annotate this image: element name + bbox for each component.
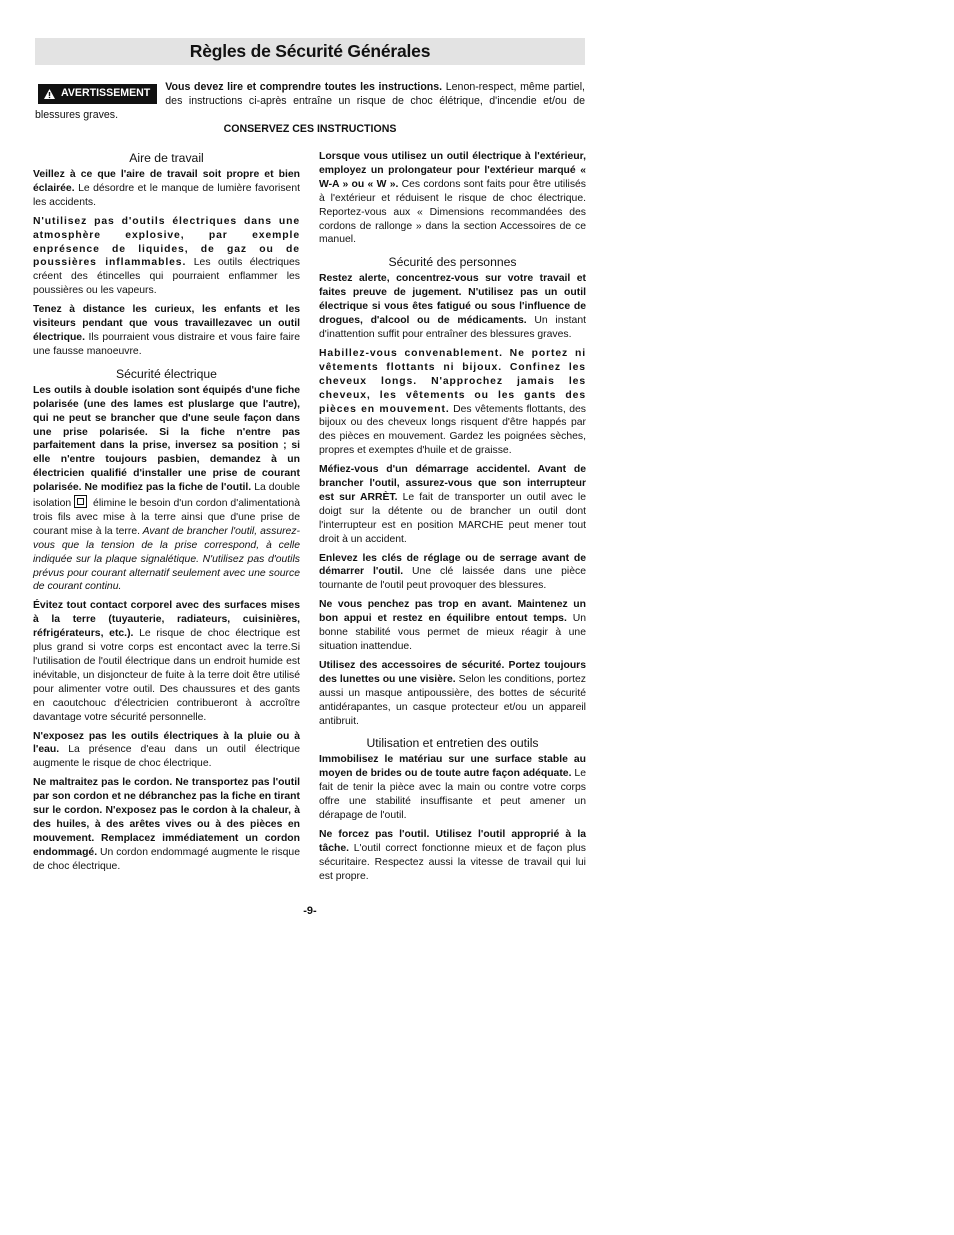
paragraph bbox=[319, 272, 586, 342]
conserve-instructions: CONSERVEZ CES INSTRUCTIONS bbox=[223, 123, 397, 135]
warning-lead: Vous devez lire et comprendre toutes les instructions. bbox=[165, 81, 443, 93]
paragraph-body: Un cordon endommagé augmente le risque de choc électrique. bbox=[33, 846, 300, 872]
paragraph bbox=[319, 463, 586, 546]
paragraph bbox=[319, 753, 586, 823]
paragraph-body: Un bonne stabilité vous permet de mieux réagir à une situation inattendue. bbox=[319, 613, 587, 652]
paragraph-lead: Ne vous penchez pas trop en avant. Maintenez un bon appui et restez en équilibre entout temps. bbox=[319, 599, 586, 625]
paragraph-body: Le risque de choc électrique est plus grand si votre corps est encontact avec la terre.Si l'utilisation de l'outil électrique dans un endroit humide est inévitable, un disjoncteur de fuite à la terre doit être utilisé pour alimenter votre outil. Des chaussures et des gants en caoutchouc d'électricien contribueront à accroître davantage votre sécurité personnelle. bbox=[33, 628, 300, 723]
title-bar bbox=[35, 38, 585, 65]
paragraph bbox=[319, 598, 586, 654]
heading-securite-des-personnes: Sécurité des personnes bbox=[388, 255, 517, 270]
warning-triangle-icon bbox=[44, 89, 55, 99]
paragraph bbox=[319, 659, 586, 729]
paragraph bbox=[319, 150, 586, 247]
double-insulation-icon bbox=[74, 495, 87, 508]
paragraph-lead: Veillez à ce que l'aire de travail soit propre et bien éclairée. bbox=[33, 169, 300, 194]
paragraph-lead: Utilisez des accessoires de sécurité. Portez toujours des lunettes ou une visière. bbox=[319, 659, 586, 685]
paragraph-body: La double isolation bbox=[33, 482, 301, 510]
paragraph-body: Ces cordons sont faits pour être utilisés à l'extérieur et réduisent le risque de choc électrique. Reportez-vous aux « Dimensions recommandées des cordons de rallonge » dans la section Accessoires de ce manuel. bbox=[319, 178, 586, 246]
paragraph-lead: N'utilisez pas d'outils électriques dans une atmosphère explosive, par exemple enprésence de liquides, de gaz ou de poussières inflammables. bbox=[33, 215, 300, 269]
paragraph-body: Ils pourraient vous distraire et vous faire faire une fausse manoeuvre. bbox=[33, 331, 300, 357]
paragraph-lead: Lorsque vous utilisez un outil électrique à l'extérieur, employez un prolongateur pour l'extérieur marqué « W-A » ou « W ». bbox=[319, 151, 586, 190]
paragraph-body: Le fait de tenir la pièce avec la main ou contre votre corps offre une stabilité insuffisante et peut amener un dérapage de l'outil. bbox=[319, 768, 586, 822]
paragraph bbox=[33, 384, 300, 595]
warning-badge bbox=[38, 84, 157, 104]
paragraph bbox=[33, 730, 300, 772]
warning-label: AVERTISSEMENT bbox=[61, 87, 151, 99]
paragraph-lead: Méfiez-vous d'un démarrage accidentel. Avant de brancher l'outil, assurez-vous que son interrupteur est sur ARRÈT. bbox=[319, 464, 586, 503]
paragraph-body: Des vêtements flottants, des bijoux ou des cheveux longs risquent d'être happés par des pièces en mouvement. Gardez les poignées sèches, propres et exemptes d'huile et de graisse. bbox=[319, 403, 586, 457]
paragraph-lead: Immobilisez le matériau sur une surface stable au moyen de brides ou de toute autre façon adéquate. bbox=[319, 754, 586, 780]
paragraph bbox=[319, 828, 586, 884]
paragraph bbox=[33, 168, 300, 210]
paragraph-body: Selon les conditions, portez aussi un masque antipoussière, des bottes de sécurité antidérapantes, un casque protecteur et/ou un appareil antibruit. bbox=[319, 673, 586, 727]
paragraph-lead: Habillez-vous convenablement. Ne portez ni vêtements flottants ni bijoux. Confinez les cheveux longs. N'approchez jamais les cheveux, les vêtements ou les gants des pièces en mouvement. bbox=[319, 347, 586, 415]
paragraph bbox=[33, 599, 300, 724]
paragraph bbox=[319, 552, 586, 594]
paragraph bbox=[33, 303, 300, 359]
paragraph-italic: Avant de brancher l'outil, assurez-vous que la tension de la prise correspond, à celle indiquée sur la plaque signalétique. N'utilisez pas d'outils prévus pour courant alternatif seulement avec une source de courant continu. bbox=[33, 525, 300, 593]
paragraph bbox=[33, 776, 300, 873]
paragraph-body: L'outil correct fonctionne mieux et de façon plus sécuritaire. Respectez aussi la vitesse de travail qui lui est propre. bbox=[319, 842, 586, 882]
heading-aire-de-travail: Aire de travail bbox=[129, 151, 204, 165]
heading-securite-electrique: Sécurité électrique bbox=[116, 366, 217, 381]
page-number: -9- bbox=[303, 905, 317, 917]
paragraph-lead: Ne maltraitez pas le cordon. Ne transportez pas l'outil par son cordon et ne débranchez pas la fiche en tirant sur le cordon. N'exposez pas le cordon à la chaleur, à des huiles, à des arêtes vives ou à des pièces en mouvement. Remplacez immédiatement un cordon endommagé. bbox=[33, 777, 300, 858]
paragraph-body: Le fait de transporter un outil avec le doigt sur la détente ou de brancher un outil dont l'interrupteur est en position MARCHE peut mener tout droit à un accident. bbox=[319, 491, 586, 545]
paragraph-body: Le désordre et le manque de lumière favorisent les accidents. bbox=[33, 182, 300, 208]
warning-block bbox=[35, 81, 585, 122]
left-column bbox=[33, 150, 300, 879]
paragraph-body: Les outils électriques créent des étincelles qui pourraient enflammer les poussières ou les vapeurs. bbox=[33, 257, 301, 297]
paragraph-lead: Évitez tout contact corporel avec des surfaces mises à la terre (tuyauterie, radiateurs, cuisinières, réfrigérateurs, etc.). bbox=[33, 600, 300, 640]
warning-body: Lenon-respect, même partiel, des instructions ci-après entraîne un risque de choc élétrique, d'incendie et/ou de blessures graves. bbox=[35, 81, 585, 121]
paragraph bbox=[319, 347, 586, 458]
paragraph-lead: N'exposez pas les outils électriques à la pluie ou à l'eau. bbox=[33, 730, 300, 756]
paragraph-body: élimine le besoin d'un cordon d'alimentationà trois fils avec mise à la terre ainsi que d'une prise de courant mise à la terre. bbox=[33, 498, 300, 537]
paragraph-lead: Ne forcez pas l'outil. Utilisez l'outil approprié à la tâche. bbox=[319, 828, 586, 854]
paragraph-lead: Les outils à double isolation sont équipés d'une fiche polarisée (une des lames est pluslarge que l'autre), qui ne peut se brancher que d'une seule façon dans une prise polarisée. Si la fiche n'entre pas parfaitement dans la prise, inversez sa position ; si elle n'entre toujours pasbien, demandez à un électricien qualifié d'installer une prise de courant polarisée. Ne modifiez pas la fiche de l'outil. bbox=[33, 384, 300, 494]
paragraph-body: Une clé laissée dans une pièce tournante de l'outil peut provoquer des blessures. bbox=[319, 566, 586, 592]
page-title: Règles de Sécurité Générales bbox=[189, 41, 431, 61]
paragraph-lead: Tenez à distance les curieux, les enfants et les visiteurs pendant que vous travaillezavec un outil électrique. bbox=[33, 304, 300, 343]
heading-utilisation-entretien: Utilisation et entretien des outils bbox=[366, 736, 539, 751]
right-column bbox=[319, 150, 586, 889]
paragraph bbox=[33, 215, 300, 298]
paragraph-body: La présence d'eau dans un outil électrique augmente le risque de choc électrique. bbox=[33, 744, 300, 770]
paragraph-lead: Restez alerte, concentrez-vous sur votre travail et faites preuve de jugement. N'utilisez pas un outil électrique si vous êtes fatigué ou sous l'influence de drogues, d'alcool ou de médicaments. bbox=[319, 273, 586, 327]
paragraph-lead: Enlevez les clés de réglage ou de serrage avant de démarrer l'outil. bbox=[319, 552, 586, 578]
paragraph-body: Un instant d'inattention suffit pour entraîner des blessures graves. bbox=[319, 315, 587, 340]
